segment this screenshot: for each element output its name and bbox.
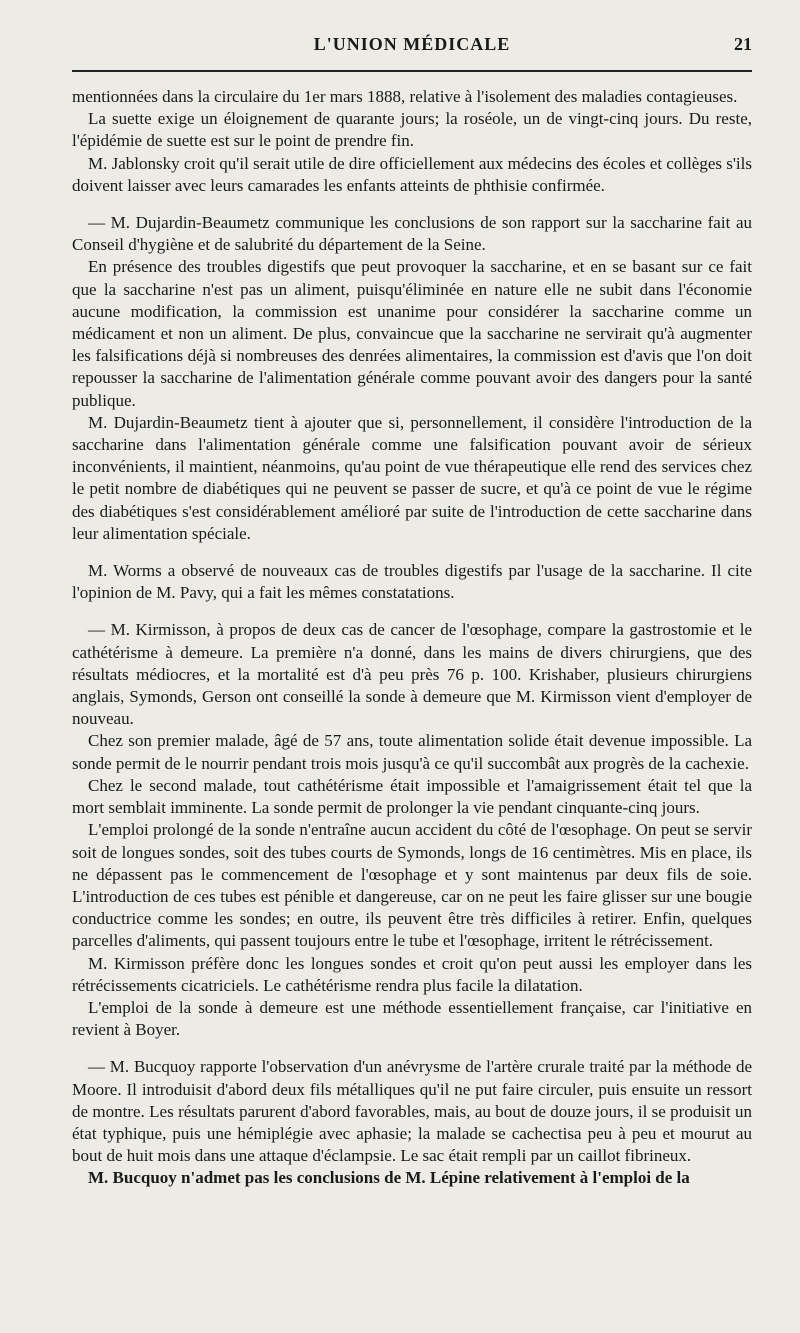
paragraph: — M. Bucquoy rapporte l'observation d'un anévrysme de l'artère crurale traité par la méthode de Moore. Il introduisit d'abord deux fils métalliques qu'il ne put faire circuler, puis ensuite un ressort de montre. Les résultats parurent d'abord favorables, mais, au bout de douze jours, il se produisit un état typhique, puis une hémiplégie avec aphasie; la malade se cachectisa peu à peu et mourut au bout de huit mois dans une attaque d'éclampsie. Le sac était rempli par un caillot fibrineux. <box>72 1057 752 1166</box>
paragraph: Chez le second malade, tout cathétérisme était impossible et l'amaigrissement était tel que la mort semblait imminente. La sonde permit de prolonger la vie pendant cinquante-cinq jours. <box>72 775 752 818</box>
header-rule <box>72 70 752 72</box>
paragraph: mentionnées dans la circulaire du 1er mars 1888, relative à l'isolement des maladies contagieuses. <box>72 87 738 106</box>
journal-title: L'UNION MÉDICALE <box>313 34 511 54</box>
paragraph: L'emploi de la sonde à demeure est une méthode essentiellement française, car l'initiative en revient à Boyer. <box>72 997 752 1040</box>
page-number: 21 <box>734 34 752 54</box>
paragraph: M. Jablonsky croit qu'il serait utile de dire officiellement aux médecins des écoles et collèges s'ils doivent laisser avec leurs camarades les enfants atteints de phthisie confirmée. <box>72 153 752 195</box>
paragraph: M. Kirmisson préfère donc les longues sondes et croit qu'on peut aussi les employer dans les rétrécissements cicatriciels. Le cathétérisme rendra plus facile la dilatation. <box>72 953 752 995</box>
paragraph: M. Dujardin-Beaumetz tient à ajouter que si, personnellement, il considère l'introduction de la saccharine dans l'alimentation générale comme une falsification pouvant avoir de sérieux inconvénients, il maintient, néanmoins, qu'au point de vue thérapeutique elle rend des services chez le petit nombre de diabétiques qui ne peuvent se passer de sucre, et qu'à ce point de vue le régime des diabétiques s'est considérablement amélioré par suite de l'introduction de cette saccharine dans leur alimentation spéciale. <box>72 412 752 543</box>
paragraph: M. Bucquoy n'admet pas les conclusions de M. Lépine relativement à l'emploi de la <box>88 1168 690 1188</box>
article-body <box>72 86 752 1190</box>
paragraph: Chez son premier malade, âgé de 57 ans, toute alimentation solide était devenue impossible. La sonde permit de le nourrir pendant trois mois jusqu'à ce qu'il succombât aux progrès de la cachexie. <box>72 731 752 773</box>
paragraph: En présence des troubles digestifs que peut provoquer la saccharine, et en se basant sur ce fait que la saccharine n'est pas un aliment, puisqu'éliminée en nature elle ne subit dans l'économie aucune modification, la commission est unanime pour considérer la saccharine comme un médicament et non un aliment. De plus, convaincue que la saccharine ne servirait qu'à augmenter les falsifications déjà si nombreuses des denrées alimentaires, la commission est d'avis que l'on doit repousser la saccharine de l'alimentation générale comme pouvant avoir des dangers pour la santé publique. <box>72 257 752 410</box>
paragraph: L'emploi prolongé de la sonde n'entraîne aucun accident du côté de l'œsophage. On peut se servir soit de longues sondes, soit des tubes courts de Symonds, longs de 16 centimètres. Mis en place, ils ne dépassent pas le commencement de l'œsophage et y sont maintenus par deux fils de soie. L'introduction de ces tubes est pénible et dangereuse, car on ne peut les faire glisser sur une bougie conductrice comme les sondes; en outre, ils peuvent être très difficiles à retirer. Enfin, quelques parcelles d'aliments, qui passent toujours entre le tube et l'œsophage, irritent le rétrécissement. <box>72 820 752 951</box>
paragraph: — M. Dujardin-Beaumetz communique les conclusions de son rapport sur la saccharine fait au Conseil d'hygiène et de salubrité du département de la Seine. <box>72 213 752 255</box>
paragraph: La suette exige un éloignement de quarante jours; la roséole, un de vingt-cinq jours. Du reste, l'épidémie de suette est sur le point de prendre fin. <box>72 109 752 151</box>
paragraph: M. Worms a observé de nouveaux cas de troubles digestifs par l'usage de la saccharine. Il cite l'opinion de M. Pavy, qui a fait les mêmes constatations. <box>72 561 752 603</box>
paragraph: — M. Kirmisson, à propos de deux cas de cancer de l'œsophage, compare la gastrostomie et le cathétérisme à demeure. La première n'a donné, dans les mains de divers chirurgiens, que des résultats médiocres, et la mortalité est d'à peu près 76 p. 100. Krishaber, plusieurs chirurgiens anglais, Symonds, Gerson ont conseillé la sonde à demeure que M. Kirmisson vient d'employer de nouveau. <box>72 620 752 729</box>
running-header <box>72 30 752 66</box>
